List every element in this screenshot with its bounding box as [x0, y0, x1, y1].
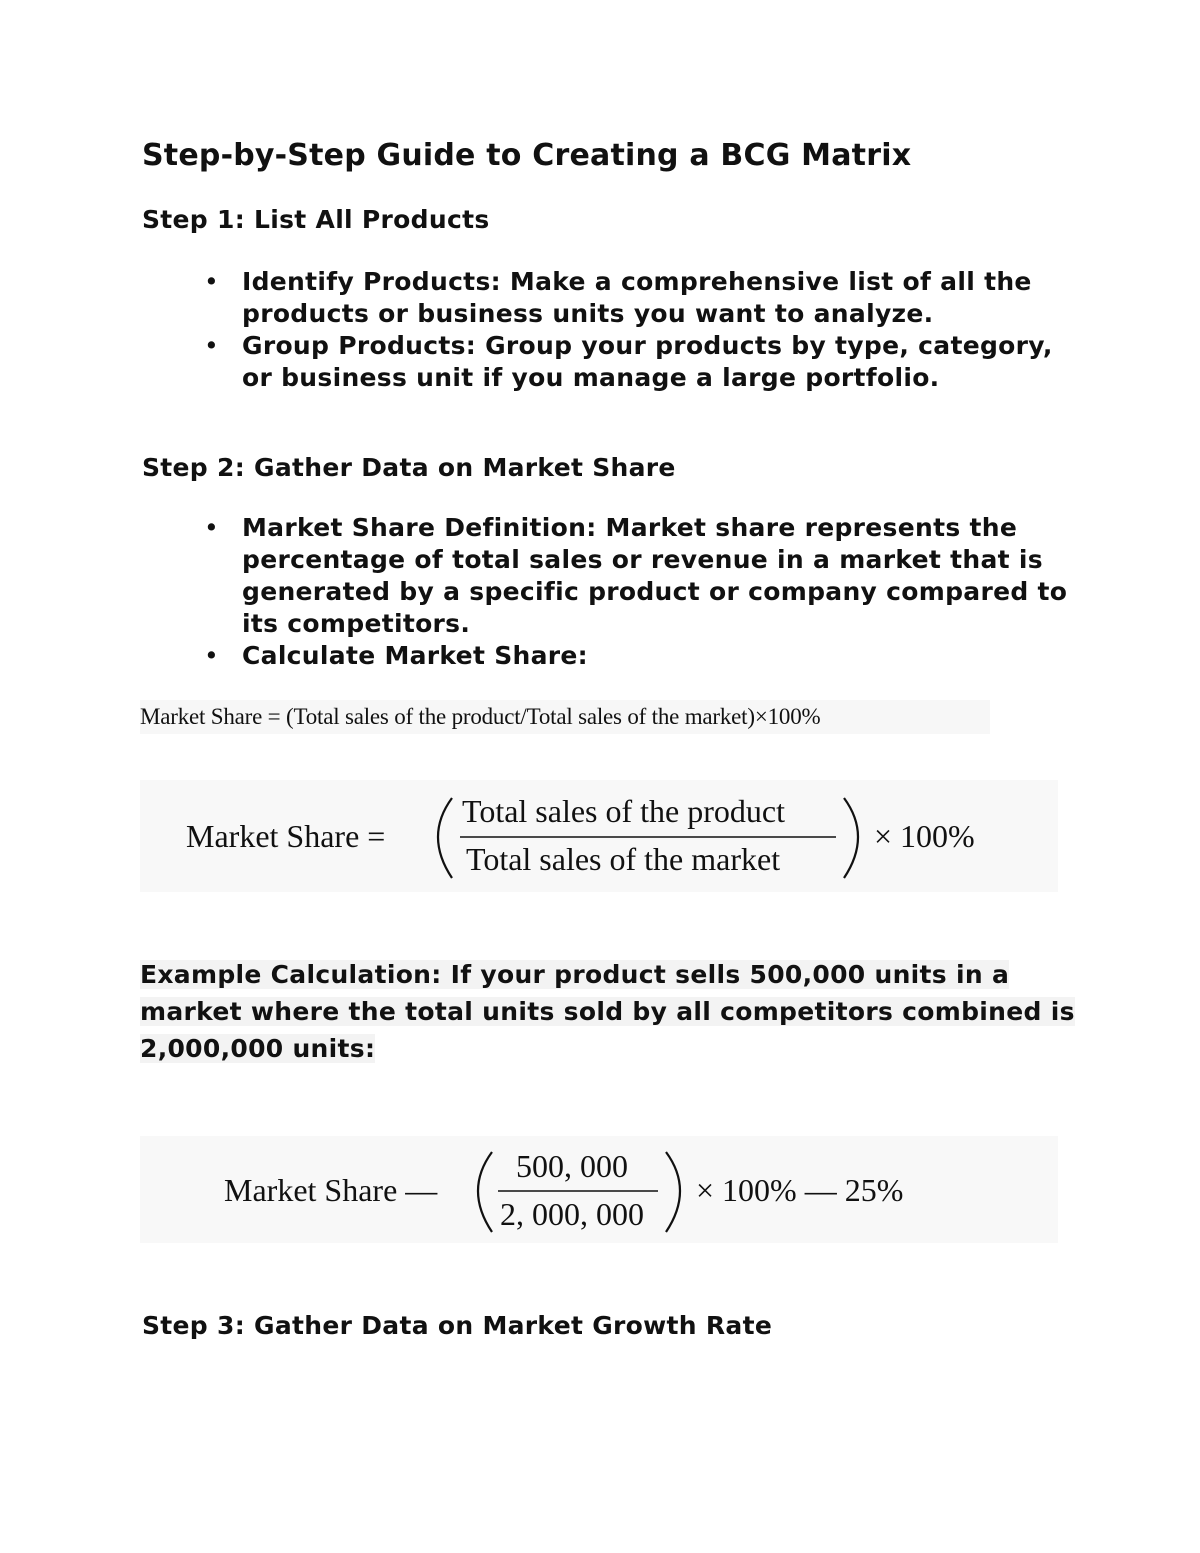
formula1-denominator: Total sales of the market	[466, 841, 781, 877]
step2-bullet-list	[200, 512, 1080, 672]
list-item	[200, 640, 1080, 672]
formula-market-share	[140, 780, 1058, 892]
formula1-rhs: × 100%	[874, 818, 975, 854]
step2-bullet-definition: Market Share Definition: Market share represents the percentage of total sales or revenue in a market that is generated by a specific product or company compared to its competitors.	[242, 513, 1068, 638]
list-item	[200, 266, 1080, 330]
formula-example	[140, 1136, 1058, 1243]
formula2-lhs: Market Share —	[224, 1172, 438, 1208]
example-calculation	[140, 956, 1080, 1067]
formula-market-share-svg	[140, 780, 1058, 892]
bullet-icon: •	[204, 641, 220, 670]
list-item	[200, 512, 1080, 640]
formula1-right-paren	[844, 798, 858, 878]
formula2-left-paren	[478, 1152, 492, 1232]
formula2-denominator: 2, 000, 000	[500, 1196, 644, 1232]
formula1-lhs: Market Share =	[186, 818, 386, 854]
formula2-numerator: 500, 000	[516, 1148, 628, 1184]
step1-bullet-list	[200, 266, 1080, 394]
formula2-rhs: × 100% — 25%	[696, 1172, 904, 1208]
page-title: Step-by-Step Guide to Creating a BCG Matrix	[142, 138, 912, 173]
formula1-left-paren	[438, 798, 452, 878]
step2-bullet-calculate: Calculate Market Share:	[242, 641, 588, 670]
bullet-icon: •	[204, 513, 220, 542]
step1-bullet-identify: Identify Products: Make a comprehensive list of all the products or business units you want to analyze.	[242, 267, 1032, 328]
bullet-icon: •	[204, 267, 220, 296]
formula-example-svg	[140, 1136, 1058, 1243]
bullet-icon: •	[204, 331, 220, 360]
step1-heading: Step 1: List All Products	[142, 205, 490, 234]
formula2-right-paren	[666, 1152, 680, 1232]
step2-heading: Step 2: Gather Data on Market Share	[142, 453, 676, 482]
list-item	[200, 330, 1080, 394]
example-label: Example Calculation	[140, 960, 432, 989]
formula1-numerator: Total sales of the product	[462, 793, 785, 829]
plain-formula: Market Share = (Total sales of the product/Total sales of the market)×100%	[140, 700, 990, 734]
step3-heading: Step 3: Gather Data on Market Growth Rate	[142, 1311, 773, 1340]
example-text: : If your product sells 500,000 units in a market where the total units sold by all competitors combined is 2,000,000 units:	[140, 960, 1075, 1063]
step1-bullet-group: Group Products: Group your products by type, category, or business unit if you manage a large portfolio.	[242, 331, 1053, 392]
